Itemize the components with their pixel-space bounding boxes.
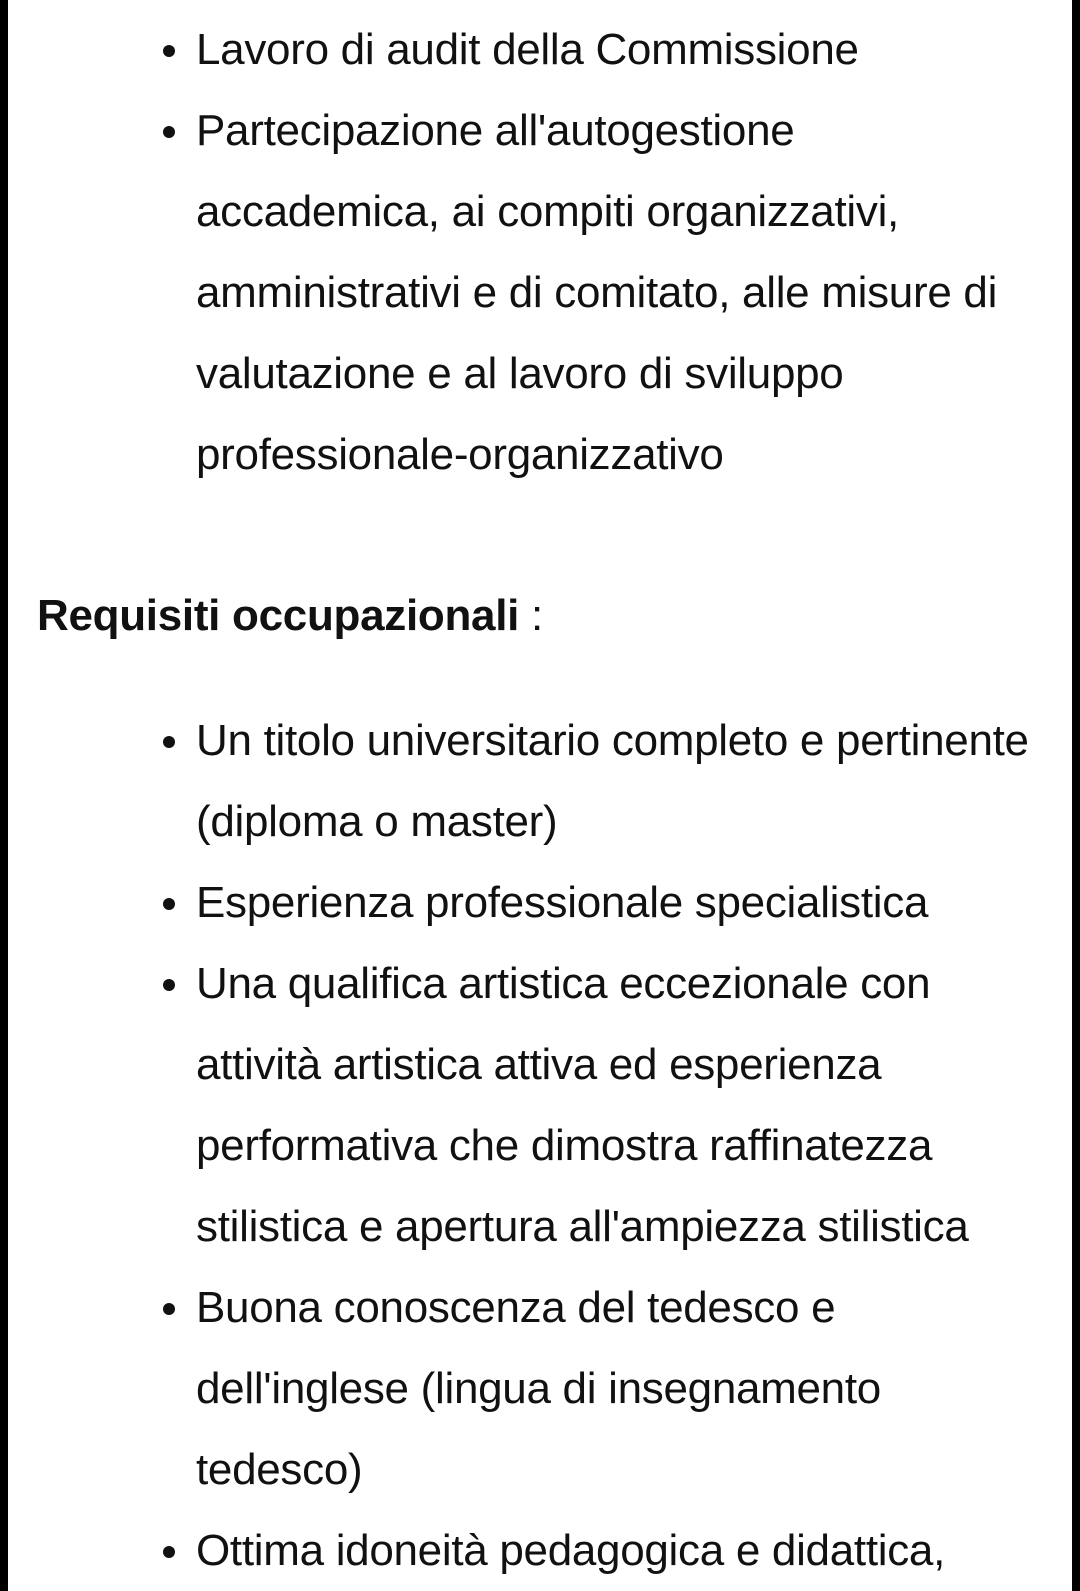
list-item: Buona conoscenza del tedesco e dell'inglese (lingua di insegnamento tedesco) (8, 1267, 1072, 1510)
requirements-heading-suffix: : (519, 591, 543, 640)
list-item: Esperienza professionale specialistica (8, 862, 1072, 943)
document-page (8, 0, 1072, 1591)
requirements-list (8, 700, 1072, 1591)
list-item: Ottima idoneità pedagogica e didattica, (8, 1510, 1072, 1591)
requirements-heading (37, 575, 543, 656)
duties-list (8, 9, 1072, 495)
list-item: Una qualifica artistica eccezionale con attività artistica attiva ed esperienza performativa che dimostra raffinatezza stilistica e apertura all'ampiezza stilistica (8, 943, 1072, 1267)
list-item: Lavoro di audit della Commissione (8, 9, 1072, 90)
list-item: Un titolo universitario completo e pertinente (diploma o master) (8, 700, 1072, 862)
requirements-heading-label: Requisiti occupazionali (37, 591, 520, 640)
list-item: Partecipazione all'autogestione accademica, ai compiti organizzativi, amministrativi e di comitato, alle misure di valutazione e al lavoro di sviluppo professionale-organizzativo (8, 90, 1072, 495)
